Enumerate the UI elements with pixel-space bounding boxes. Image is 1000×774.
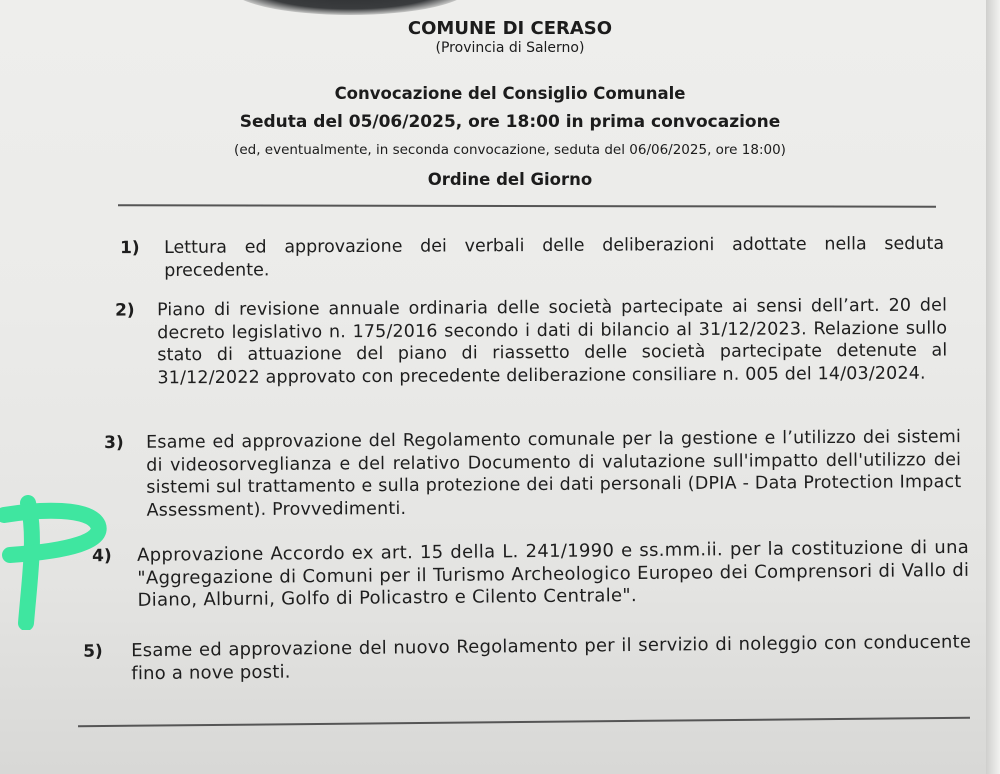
agenda-item-text: Esame ed approvazione del Regolamento comunale per la gestione e l’utilizzo dei sistemi di videosorveglianza e del relativo Documento di valutazione sull'impatto dell'utilizzo dei sistemi sul trattamento e sulla protezione dei dati personali (DPIA - Data Protection Impact Assessment). Provvedimenti. [146, 427, 962, 521]
agenda-item-number: 5) [83, 641, 103, 662]
adjacent-page-edge [986, 0, 1000, 774]
agenda-item-number: 3) [104, 432, 124, 454]
agenda-item-text: Piano di revisione annuale ordinaria delle società partecipate ai sensi dell’art. 20 del decreto legislativo n. 175/2016 secondo i dati di bilancio al 31/12/2023. Relazione sullo stato di attuazione del piano di riassetto delle società partecipate detenute al 31/12/2022 approvato con precedente deliberazione consiliare n. 005 del 14/03/2024. [157, 295, 948, 388]
comune-title: COMUNE DI CERASO [407, 18, 613, 39]
agenda-item-text: Lettura ed approvazione dei verbali delle deliberazioni adottate nella seduta precedente. [164, 233, 945, 281]
agenda-item-number: 1) [120, 238, 140, 259]
convocazione-heading: Convocazione del Consiglio Comunale [334, 84, 686, 103]
ordine-del-giorno-heading: Ordine del Giorno [427, 170, 593, 189]
agenda-item-text: Approvazione Accordo ex art. 15 della L. 241/1990 e ss.mm.ii. per la costituzione di una "Aggregazione di Comuni per il Turismo Archeologico Europeo dei Comprensori di Vallo di Diano, Alburni, Golfo di Policastro e Cilento Centrale". [137, 536, 970, 611]
seconda-convocazione-note: (ed, eventualmente, in seconda convocazione, seduta del 06/06/2025, ore 18:00) [234, 142, 786, 158]
agenda-item-number: 2) [115, 300, 135, 321]
green-marker-mark-icon [0, 495, 120, 630]
seduta-heading: Seduta del 05/06/2025, ore 18:00 in prima convocazione [239, 112, 781, 132]
agenda-item-text: Esame ed approvazione del nuovo Regolamento per il servizio di noleggio con conducente fino a nove posti. [131, 631, 972, 684]
provincia-subtitle: (Provincia di Salerno) [435, 40, 585, 56]
agenda-item-number: 4) [92, 546, 112, 567]
